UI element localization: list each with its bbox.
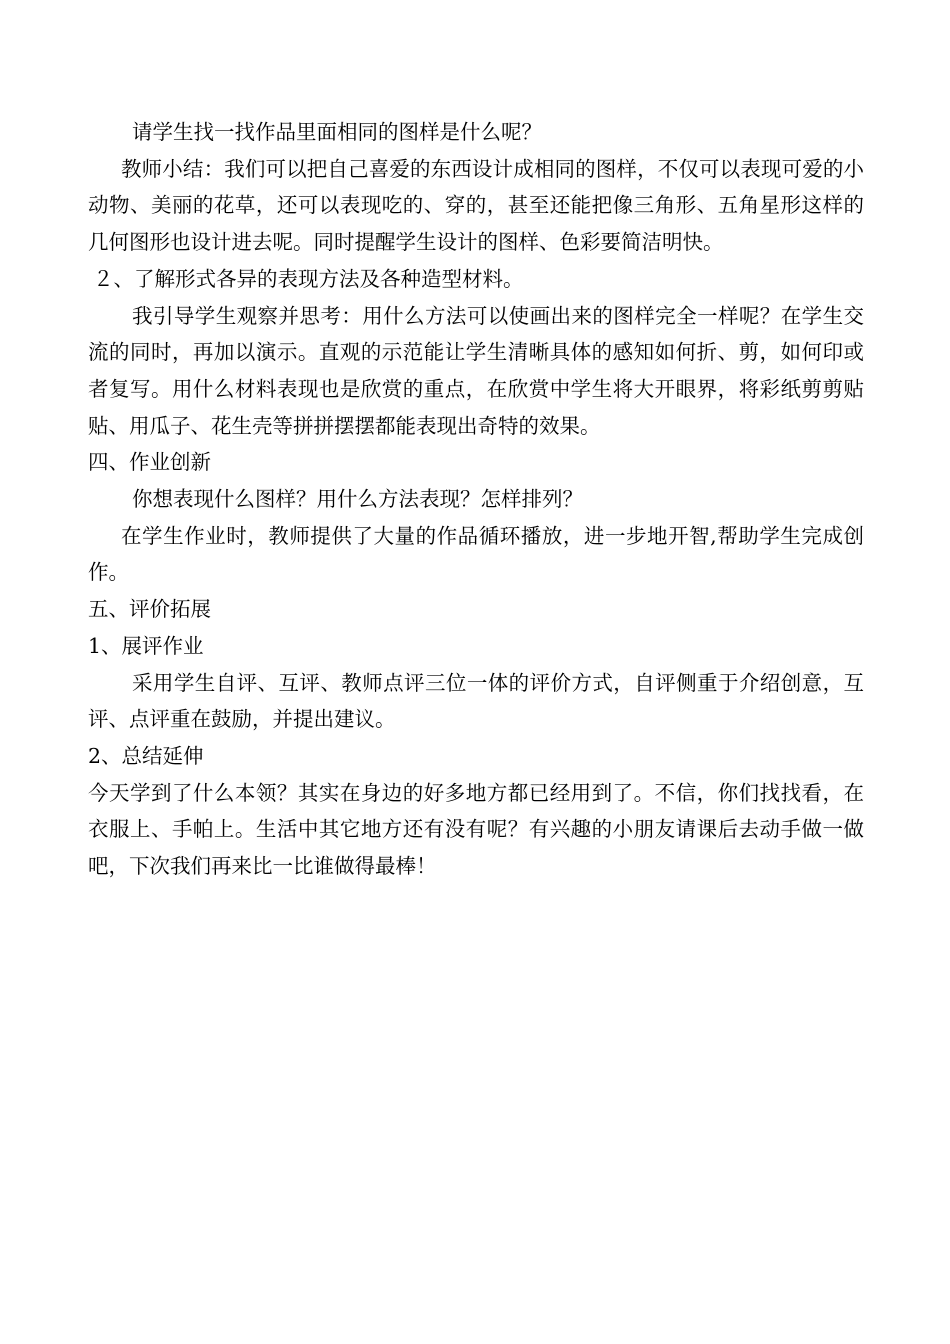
section-four-heading: 四、作业创新 bbox=[88, 450, 211, 475]
subsection-1-heading: 1、展评作业 bbox=[88, 633, 204, 658]
paragraph-find-pattern: 请学生找一找作品里面相同的图样是什么呢？ bbox=[132, 120, 542, 144]
subsection-2-heading: 2、总结延伸 bbox=[88, 743, 204, 768]
paragraph-student-work: 在学生作业时，教师提供了大量的作品循环播放，进一步地开智,帮助学生完成创作。 bbox=[88, 523, 864, 585]
section-five-heading: 五、评价拓展 bbox=[88, 597, 211, 622]
paragraph-teacher-summary: 教师小结：我们可以把自己喜爱的东西设计成相同的图样，不仅可以表现可爱的小动物、美丽的花草，还可以表现吃的、穿的，甚至还能把像三角形、五角星形这样的几何图形也设计进去呢。同时提醒学生设计的图样、色彩要简洁明快。 bbox=[88, 156, 864, 255]
document-body bbox=[88, 114, 864, 885]
section-2-heading: ２、了解形式各异的表现方法及各种造型材料。 bbox=[93, 266, 524, 291]
paragraph-questions: 你想表现什么图样？用什么方法表现？怎样排列？ bbox=[132, 487, 583, 512]
paragraph-conclusion: 今天学到了什么本领？其实在身边的好多地方都已经用到了。不信，你们找找看，在衣服上、手帕上。生活中其它地方还有没有呢？有兴趣的小朋友请课后去动手做一做吧，下次我们再来比一比谁做得最棒！ bbox=[88, 780, 864, 879]
paragraph-evaluation: 采用学生自评、互评、教师点评三位一体的评价方式，自评侧重于介绍创意，互评、点评重在鼓励，并提出建议。 bbox=[88, 670, 864, 732]
paragraph-guide-observe: 我引导学生观察并思考：用什么方法可以使画出来的图样完全一样呢？在学生交流的同时，再加以演示。直观的示范能让学生清晰具体的感知如何折、剪，如何印或者复写。用什么材料表现也是欣赏的重点，在欣赏中学生将大开眼界，将彩纸剪剪贴贴、用瓜子、花生壳等拼拼摆摆都能表现出奇特的效果。 bbox=[88, 303, 864, 438]
